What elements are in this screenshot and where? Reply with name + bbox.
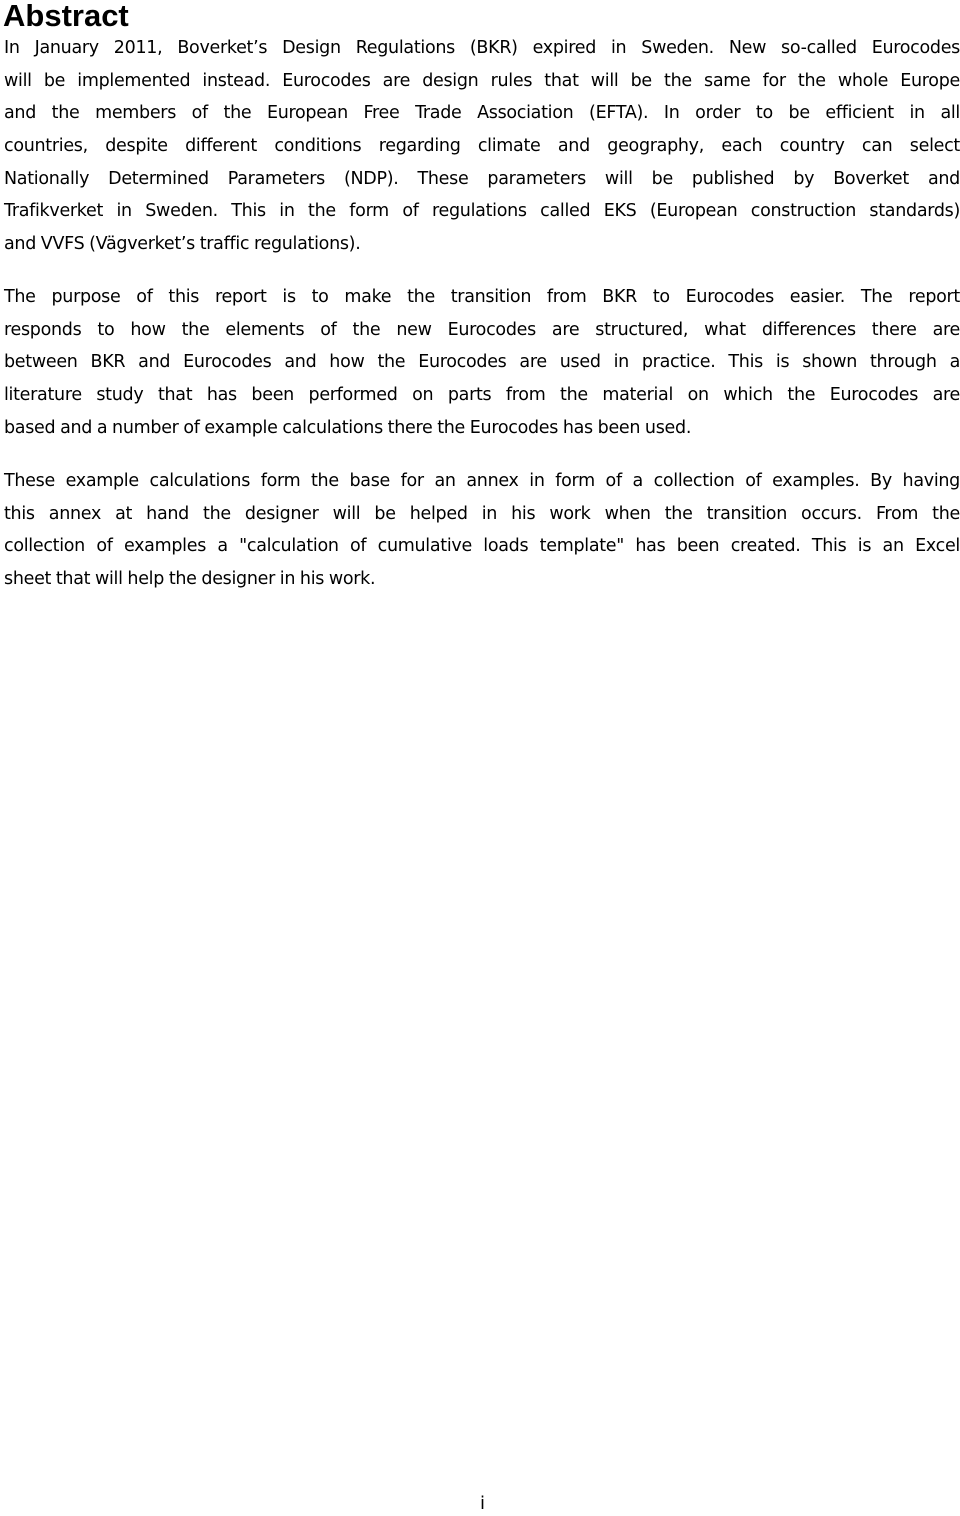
- paragraph-line: and the members of the European Free Trade Association (EFTA). In order to be efficient in all: [4, 103, 960, 124]
- abstract-paragraph-2: [4, 281, 960, 444]
- paragraph-line: this annex at hand the designer will be helped in his work when the transition occurs. From the: [4, 503, 960, 524]
- paragraph-line: countries, despite different conditions regarding climate and geography, each country can select: [4, 136, 960, 157]
- paragraph-line: based and a number of example calculations there the Eurocodes has been used.: [4, 417, 692, 438]
- page-number: i: [479, 1493, 485, 1514]
- paragraph-line: will be implemented instead. Eurocodes are design rules that will be the same for the whole Europe: [4, 70, 960, 91]
- paragraph-line: The purpose of this report is to make the transition from BKR to Eurocodes easier. The report: [4, 287, 960, 307]
- paragraph-line: These example calculations form the base for an annex in form of a collection of examples. By having: [4, 471, 960, 491]
- paragraph-line: sheet that will help the designer in his work.: [4, 569, 376, 590]
- abstract-paragraph-3: [4, 465, 960, 596]
- paragraph-line: collection of examples a "calculation of cumulative loads template" has been created. This is an Excel: [4, 536, 960, 557]
- section-heading: Abstract: [3, 0, 129, 33]
- paragraph-line: Trafikverket in Sweden. This in the form of regulations called EKS (European construction standards): [4, 201, 960, 222]
- paragraph-line: Nationally Determined Parameters (NDP). These parameters will be published by Boverket and: [4, 168, 960, 189]
- paragraph-line: between BKR and Eurocodes and how the Eurocodes are used in practice. This is shown through a: [4, 352, 960, 373]
- paragraph-line: and VVFS (Vägverket’s traffic regulations).: [4, 234, 361, 255]
- paragraph-line: responds to how the elements of the new Eurocodes are structured, what differences there are: [4, 319, 960, 340]
- abstract-paragraph-1: [4, 32, 960, 261]
- paragraph-line: In January 2011, Boverket’s Design Regulations (BKR) expired in Sweden. New so-called Eurocodes: [4, 38, 960, 58]
- paragraph-line: literature study that has been performed on parts from the material on which the Eurocodes are: [4, 385, 960, 406]
